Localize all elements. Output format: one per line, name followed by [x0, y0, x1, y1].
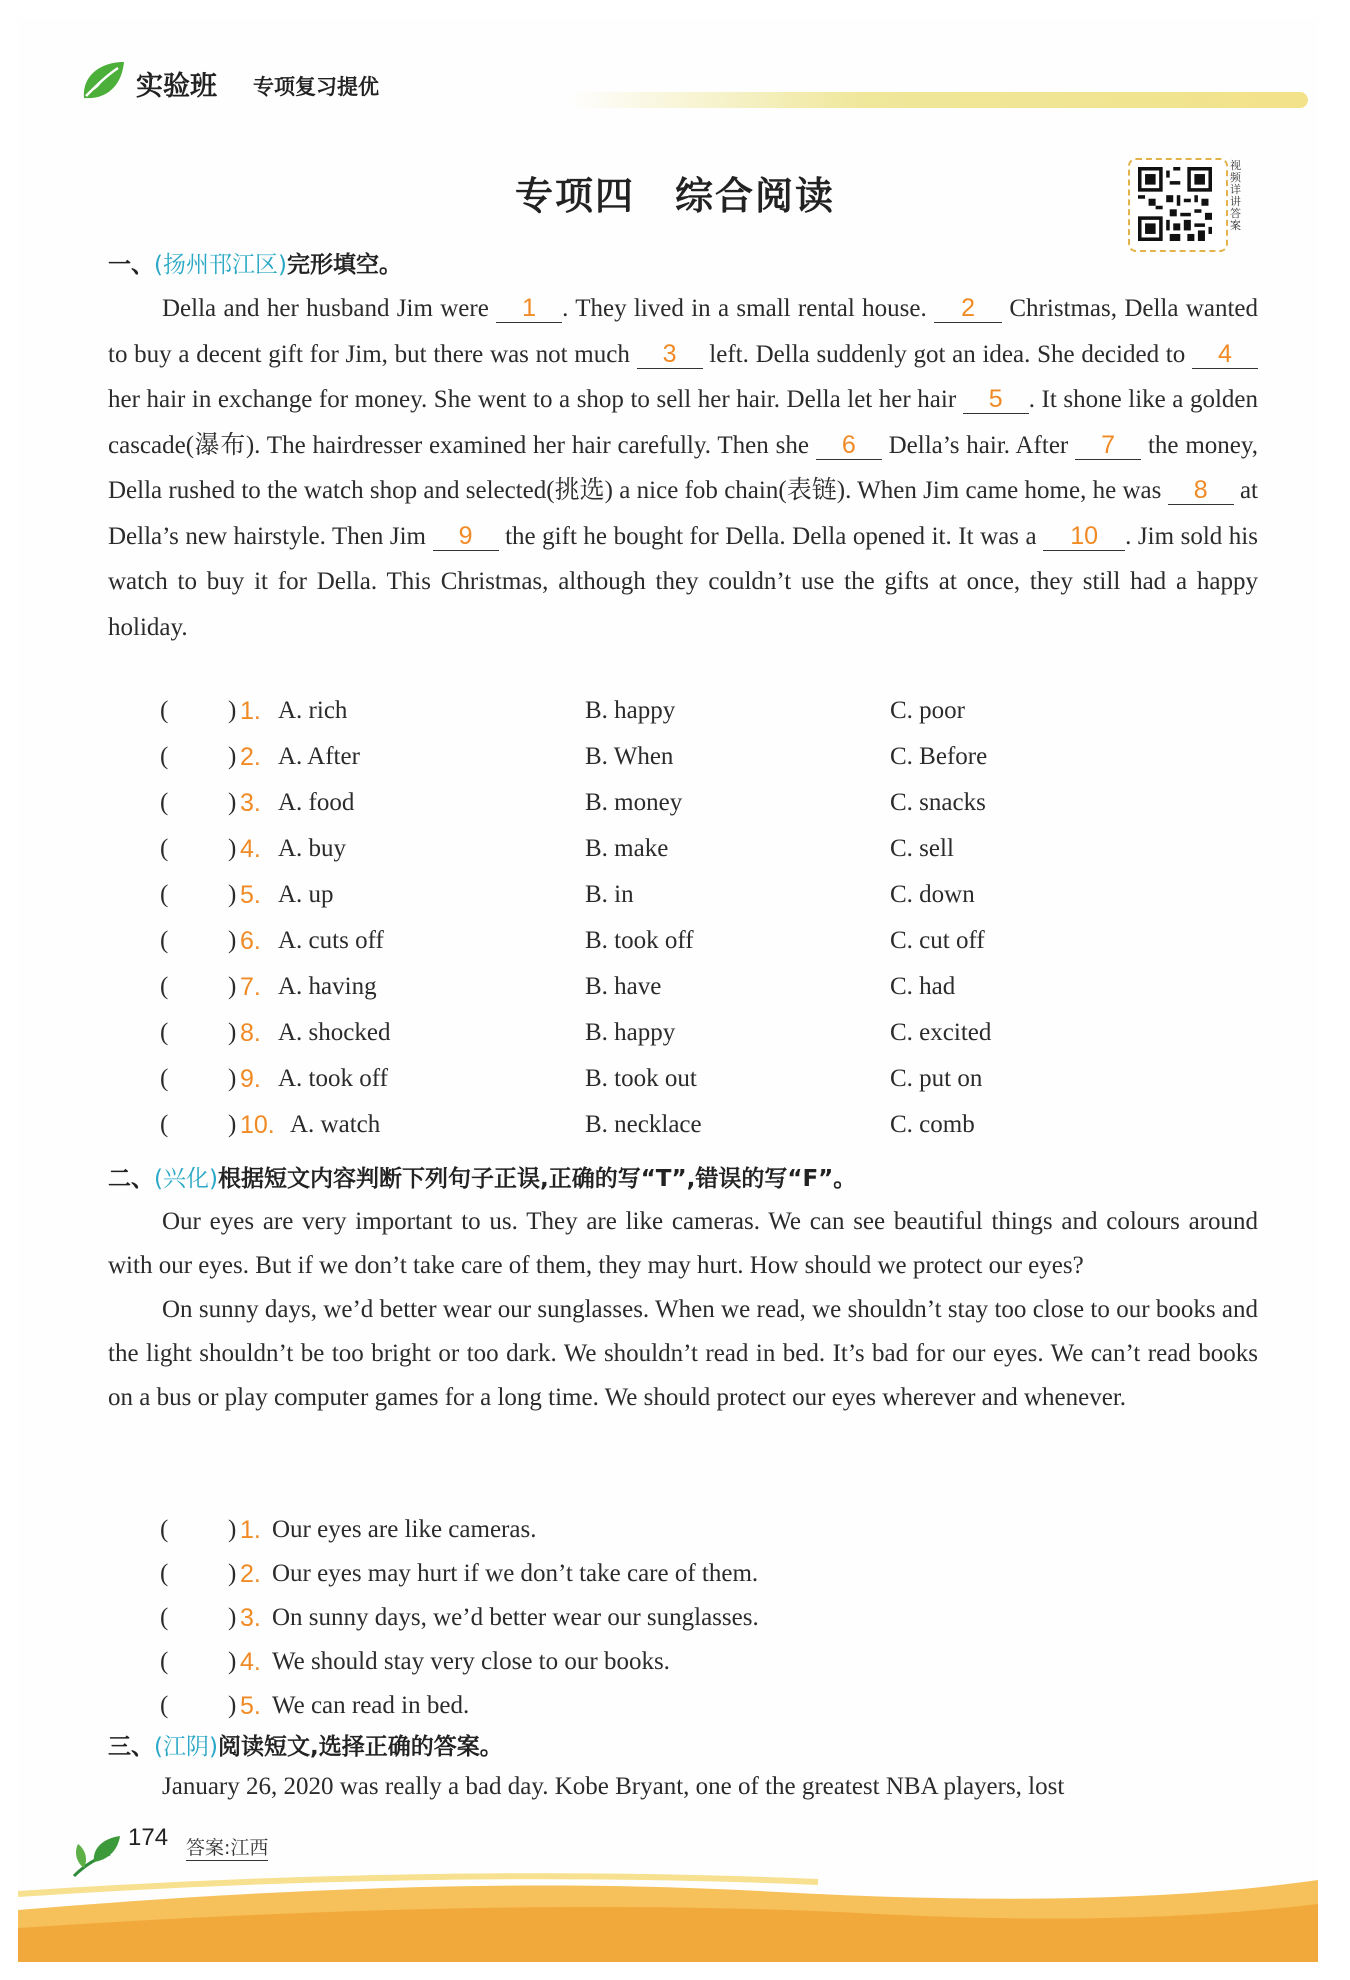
passage-text: her hair in exchange for money. She went to a shop to sell her hair. Della let her hair [108, 386, 963, 413]
section-3-heading [108, 1728, 503, 1761]
statement-number: 3. [240, 1604, 261, 1632]
answer-paren-close: ) [228, 697, 237, 724]
option-b[interactable]: B. necklace [585, 1111, 702, 1138]
option-b[interactable]: B. happy [585, 697, 676, 724]
passage-text: . Jim sold his watch to buy it for Della. This Christmas, although they couldn’t use the gifts at once, they still had a happy holiday. [108, 522, 1258, 641]
option-b[interactable]: B. When [585, 743, 674, 770]
answer-paren-open: ( [160, 1560, 169, 1587]
passage-text: . It shone like a golden cascade(瀑布). The hairdresser examined her hair carefully. Then she [108, 386, 1258, 459]
option-c[interactable]: C. comb [890, 1111, 975, 1138]
option-b[interactable]: B. in [585, 881, 634, 908]
answer-paren-close: ) [228, 1560, 237, 1587]
question-number: 10. [240, 1111, 275, 1139]
answer-paren-open: ( [160, 881, 169, 908]
answer-paren-close: ) [228, 927, 237, 954]
answer-blank-8[interactable]: 8 [1168, 476, 1234, 505]
answer-paren-close: ) [228, 1692, 237, 1719]
option-a[interactable]: A. rich [278, 697, 348, 724]
answer-blank-3[interactable]: 3 [637, 340, 703, 369]
option-a[interactable]: A. up [278, 881, 334, 908]
answer-paren-open: ( [160, 1604, 169, 1631]
answer-blank-9[interactable]: 9 [433, 522, 499, 551]
option-c[interactable]: C. excited [890, 1019, 992, 1046]
statement-text: On sunny days, we’d better wear our sunglasses. [272, 1604, 759, 1631]
statement-text: Our eyes are like cameras. [272, 1516, 537, 1543]
answer-paren-open: ( [160, 1111, 169, 1138]
section-2-instruction: 根据短文内容判断下列句子正误,正确的写“T”,错误的写“F”。 [217, 1166, 857, 1192]
option-c[interactable]: C. put on [890, 1065, 983, 1092]
header-decor-band [568, 92, 1308, 108]
question-number: 7. [240, 973, 261, 1001]
question-number: 9. [240, 1065, 261, 1093]
question-row[interactable] [160, 781, 1160, 825]
answer-paren-close: ) [228, 1111, 237, 1138]
cloze-passage [108, 286, 1258, 650]
option-a[interactable]: A. shocked [278, 1019, 391, 1046]
answer-paren-close: ) [228, 881, 237, 908]
question-row[interactable] [160, 827, 1160, 871]
option-c[interactable]: C. snacks [890, 789, 986, 816]
reading-passage-3 [108, 1764, 1258, 1810]
answer-paren-close: ) [228, 743, 237, 770]
question-number: 3. [240, 789, 261, 817]
question-number: 4. [240, 835, 261, 863]
question-number: 1. [240, 697, 261, 725]
option-b[interactable]: B. took off [585, 927, 694, 954]
question-number: 6. [240, 927, 261, 955]
true-false-row[interactable] [160, 1684, 1160, 1728]
qr-code-box[interactable] [1128, 158, 1228, 252]
answer-blank-4[interactable]: 4 [1192, 340, 1258, 369]
true-false-row[interactable] [160, 1508, 1160, 1552]
passage-text: the money, Della rushed to the watch shop and selected(挑选) a nice fob chain(表链). When Jim came home, he was [108, 431, 1258, 504]
page-header [78, 58, 1308, 114]
answer-paren-close: ) [228, 789, 237, 816]
statement-text: Our eyes may hurt if we don’t take care of them. [272, 1560, 759, 1587]
answer-paren-open: ( [160, 973, 169, 1000]
answer-paren-open: ( [160, 1019, 169, 1046]
answer-paren-open: ( [160, 1692, 169, 1719]
section-1-instruction: 完形填空。 [286, 252, 402, 278]
statement-number: 4. [240, 1648, 261, 1676]
passage-paragraph: On sunny days, we’d better wear our sunglasses. When we read, we shouldn’t stay too close to our books and the light shouldn’t be too bright or too dark. We shouldn’t read in bed. It’s bad for our eyes. We can’t read books on a bus or play computer games for a long time. We should protect our eyes wherever and whenever. [108, 1296, 1258, 1411]
true-false-row[interactable] [160, 1596, 1160, 1640]
option-c[interactable]: C. had [890, 973, 956, 1000]
statement-number: 5. [240, 1692, 261, 1720]
option-a[interactable]: A. buy [278, 835, 347, 862]
page-title: 专项四 综合阅读 [514, 174, 835, 218]
qr-code-icon [1138, 166, 1212, 242]
reading-passage-2 [108, 1200, 1258, 1420]
answer-paren-open: ( [160, 1516, 169, 1543]
passage-text: at Della’s new hairstyle. Then Jim [108, 477, 1258, 550]
question-row[interactable] [160, 735, 1160, 779]
answer-paren-open: ( [160, 743, 169, 770]
true-false-row[interactable] [160, 1552, 1160, 1596]
answer-paren-open: ( [160, 697, 169, 724]
answer-blank-10[interactable]: 10 [1043, 522, 1125, 551]
answer-blank-7[interactable]: 7 [1075, 431, 1141, 460]
option-b[interactable]: B. make [585, 835, 669, 862]
section-3-instruction: 阅读短文,选择正确的答案。 [217, 1734, 503, 1760]
footer-label: 答案:江西 [186, 1833, 268, 1861]
answer-paren-open: ( [160, 1648, 169, 1675]
answer-paren-open: ( [160, 789, 169, 816]
option-c[interactable]: C. sell [890, 835, 954, 862]
question-number: 2. [240, 743, 261, 771]
passage-text: Della’s hair. After [881, 431, 1076, 459]
answer-blank-5[interactable]: 5 [963, 385, 1029, 414]
leaf-logo-icon [78, 58, 128, 104]
answer-blank-6[interactable]: 6 [816, 431, 882, 460]
option-c[interactable]: C. cut off [890, 927, 985, 954]
question-row[interactable] [160, 1057, 1160, 1101]
question-row[interactable] [160, 1011, 1160, 1055]
section-1-heading [108, 246, 402, 279]
option-c[interactable]: C. down [890, 881, 975, 908]
answer-paren-close: ) [228, 1019, 237, 1046]
answer-paren-open: ( [160, 927, 169, 954]
option-a[interactable]: A. watch [290, 1111, 381, 1138]
option-c[interactable]: C. Before [890, 743, 988, 770]
passage-text: Della and her husband Jim were [162, 295, 497, 322]
brand-name: 实验班 [136, 71, 217, 101]
answer-paren-close: ) [228, 1604, 237, 1631]
answer-blank-1[interactable]: 1 [496, 294, 562, 323]
question-number: 8. [240, 1019, 261, 1047]
option-b[interactable]: B. have [585, 973, 662, 1000]
option-a[interactable]: A. took off [278, 1065, 388, 1092]
option-b[interactable]: B. took out [585, 1065, 697, 1092]
option-a[interactable]: A. cuts off [278, 927, 384, 954]
passage-text: Christmas, Della wanted to buy a decent gift for Jim, but there was not much [108, 295, 1258, 368]
answer-paren-close: ) [228, 1648, 237, 1675]
answer-paren-open: ( [160, 1065, 169, 1092]
statement-text: We can read in bed. [272, 1692, 470, 1719]
answer-paren-close: ) [228, 973, 237, 1000]
statement-text: We should stay very close to our books. [272, 1648, 670, 1675]
page-number: 174 [128, 1824, 169, 1851]
question-row[interactable] [160, 1103, 1160, 1147]
true-false-row[interactable] [160, 1640, 1160, 1684]
footer-decor-band [18, 1870, 1318, 1962]
statement-number: 1. [240, 1516, 261, 1544]
section-2-source: (兴化) [154, 1166, 218, 1192]
question-number: 5. [240, 881, 261, 909]
question-row[interactable] [160, 965, 1160, 1009]
question-row[interactable] [160, 873, 1160, 917]
passage-paragraph: January 26, 2020 was really a bad day. Kobe Bryant, one of the greatest NBA players, lost [162, 1773, 1065, 1800]
option-b[interactable]: B. happy [585, 1019, 676, 1046]
answer-blank-2[interactable]: 2 [934, 294, 1002, 323]
answer-paren-close: ) [228, 1065, 237, 1092]
option-c[interactable]: C. poor [890, 697, 965, 724]
section-2-heading [108, 1160, 856, 1193]
section-1-prefix: 一、 [108, 252, 154, 278]
answer-paren-close: ) [228, 835, 237, 862]
question-row[interactable] [160, 689, 1160, 733]
cloze-paragraph [108, 286, 1258, 650]
brand-subtitle: 专项复习提优 [253, 76, 379, 99]
question-row[interactable] [160, 919, 1160, 963]
passage-paragraph: Our eyes are very important to us. They are like cameras. We can see beautiful things and colours around with our eyes. But if we don’t take care of them, they may hurt. How should we protect our eyes? [108, 1208, 1258, 1279]
section-1-source: (扬州邗江区) [154, 252, 287, 278]
answer-paren-close: ) [228, 1516, 237, 1543]
section-2-prefix: 二、 [108, 1166, 154, 1192]
option-b[interactable]: B. money [585, 789, 683, 816]
answer-paren-open: ( [160, 835, 169, 862]
qr-caption: 视频详讲答案 [1230, 159, 1241, 232]
section-3-source: (江阴) [154, 1734, 218, 1760]
option-a[interactable]: A. food [278, 789, 355, 816]
statement-number: 2. [240, 1560, 261, 1588]
passage-text: . They lived in a small rental house. [562, 295, 935, 322]
passage-text: left. Della suddenly got an idea. She decided to [702, 340, 1192, 368]
passage-text: the gift he bought for Della. Della opened it. It was a [498, 522, 1044, 550]
option-a[interactable]: A. having [278, 973, 377, 1000]
section-3-prefix: 三、 [108, 1734, 154, 1760]
option-a[interactable]: A. After [278, 743, 360, 770]
